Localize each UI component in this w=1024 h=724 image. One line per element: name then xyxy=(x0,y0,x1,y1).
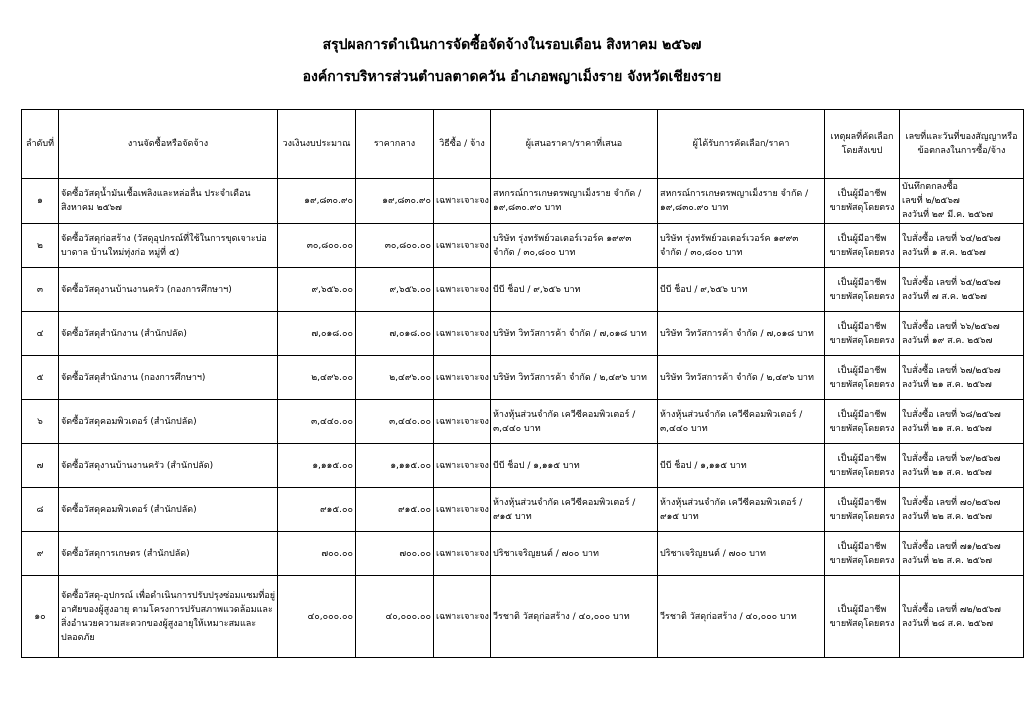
table-header-row xyxy=(22,110,1024,179)
cell-method: เฉพาะเจาะจง xyxy=(434,268,491,312)
table-row xyxy=(22,444,1024,488)
cell-contract xyxy=(900,224,1024,268)
cell-reason xyxy=(825,224,900,268)
contract-line: ลงวันที่ ๒๑ ส.ค. ๒๕๖๗ xyxy=(902,379,992,390)
cell-bidders: สหกรณ์การเกษตรพญาเม็งราย จำกัด / ๑๙,๘๓๐.๙๐ บาท xyxy=(491,179,658,224)
contract-line: ลงวันที่ ๒๙ มี.ค. ๒๕๖๗ xyxy=(902,210,994,220)
header-contract: เลขที่และวันที่ของสัญญาหรือข้อตกลงในการซื้อ/จ้าง xyxy=(900,110,1024,179)
cell-reason xyxy=(825,444,900,488)
cell-median-price: ๙๑๕.๐๐ xyxy=(356,488,434,532)
cell-method: เฉพาะเจาะจง xyxy=(434,356,491,400)
cell-method: เฉพาะเจาะจง xyxy=(434,312,491,356)
cell-item: จัดซื้อวัสดุสำนักงาน (สำนักปลัด) xyxy=(59,312,278,356)
cell-median-price: ๓๐,๘๐๐.๐๐ xyxy=(356,224,434,268)
contract-line: ลงวันที่ ๒๒ ส.ค. ๒๕๖๗ xyxy=(902,555,992,566)
cell-selected: บริษัท วิทวัสการค้า จำกัด / ๒,๔๙๖ บาท xyxy=(658,356,825,400)
contract-line: ใบสั่งซื้อ เลขที่ ๖๕/๒๕๖๗ xyxy=(902,277,1001,288)
cell-selected: สหกรณ์การเกษตรพญาเม็งราย จำกัด / ๑๙,๘๓๐.๙๐ บาท xyxy=(658,179,825,224)
header-reason: เหตุผลที่คัดเลือกโดยสังเขป xyxy=(825,110,900,179)
cell-selected: บีบี ช็อป / ๙,๖๕๖ บาท xyxy=(658,268,825,312)
cell-no: ๑ xyxy=(22,179,59,224)
cell-method: เฉพาะเจาะจง xyxy=(434,532,491,576)
table-row xyxy=(22,268,1024,312)
reason-line: ขายพัสดุโดยตรง xyxy=(829,511,895,522)
reason-line: เป็นผู้มีอาชีพ xyxy=(837,497,887,508)
cell-bidders: บีบี ช็อป / ๙,๖๕๖ บาท xyxy=(491,268,658,312)
cell-selected: วีรชาติ วัสดุก่อสร้าง / ๔๐,๐๐๐ บาท xyxy=(658,576,825,658)
table-row xyxy=(22,179,1024,224)
cell-median-price: ๙,๖๕๖.๐๐ xyxy=(356,268,434,312)
cell-contract xyxy=(900,576,1024,658)
cell-budget: ๙๑๕.๐๐ xyxy=(278,488,356,532)
cell-method: เฉพาะเจาะจง xyxy=(434,224,491,268)
table-row xyxy=(22,312,1024,356)
cell-contract xyxy=(900,400,1024,444)
contract-line: ลงวันที่ ๒๘ ส.ค. ๒๕๖๗ xyxy=(902,618,993,629)
header-median-price: ราคากลาง xyxy=(356,110,434,179)
cell-budget: ๔๐,๐๐๐.๐๐ xyxy=(278,576,356,658)
cell-bidders: บีบี ช็อป / ๑,๑๑๕ บาท xyxy=(491,444,658,488)
contract-line: เลขที่ ๒/๒๕๖๗ xyxy=(902,196,960,206)
contract-line: ลงวันที่ ๗ ส.ค. ๒๕๖๗ xyxy=(902,291,987,302)
reason-line: ขายพัสดุโดยตรง xyxy=(829,335,895,346)
cell-bidders: ห้างหุ้นส่วนจำกัด เควีซีคอมพิวเตอร์ / ๓,๔๔๐ บาท xyxy=(491,400,658,444)
cell-no: ๕ xyxy=(22,356,59,400)
table-row xyxy=(22,400,1024,444)
cell-no: ๘ xyxy=(22,488,59,532)
cell-method: เฉพาะเจาะจง xyxy=(434,576,491,658)
cell-no: ๔ xyxy=(22,312,59,356)
contract-line: ใบสั่งซื้อ เลขที่ ๖๖/๒๕๖๗ xyxy=(902,321,1000,332)
cell-selected: ห้างหุ้นส่วนจำกัด เควีซีคอมพิวเตอร์ / ๓,๔๔๐ บาท xyxy=(658,400,825,444)
reason-line: ขายพัสดุโดยตรง xyxy=(829,247,895,258)
cell-budget: ๒,๔๙๖.๐๐ xyxy=(278,356,356,400)
cell-contract xyxy=(900,268,1024,312)
table-row xyxy=(22,532,1024,576)
header-selected: ผู้ได้รับการคัดเลือก/ราคา xyxy=(658,110,825,179)
cell-reason xyxy=(825,268,900,312)
cell-contract xyxy=(900,444,1024,488)
reason-line: ขายพัสดุโดยตรง xyxy=(829,555,895,566)
cell-reason xyxy=(825,356,900,400)
cell-selected: บริษัท รุ่งทรัพย์วอเตอร์เวอร์ค ๑๙๙๓ จำกัด / ๓๐,๘๐๐ บาท xyxy=(658,224,825,268)
cell-budget: ๑๙,๘๓๐.๙๐ xyxy=(278,179,356,224)
cell-budget: ๗,๐๑๘.๐๐ xyxy=(278,312,356,356)
cell-no: ๗ xyxy=(22,444,59,488)
contract-line: ลงวันที่ ๑ ส.ค. ๒๕๖๗ xyxy=(902,247,986,258)
reason-line: เป็นผู้มีอาชีพ xyxy=(837,453,887,464)
reason-line: ขายพัสดุโดยตรง xyxy=(829,618,895,629)
header-method: วิธีซื้อ / จ้าง xyxy=(434,110,491,179)
cell-item: จัดซื้อวัสดุก่อสร้าง (วัสดุอุปกรณ์ที่ใช้ในการขุดเจาะบ่อบาดาล บ้านใหม่ทุ่งก่อ หมู่ที่ ๕) xyxy=(59,224,278,268)
table-row xyxy=(22,356,1024,400)
cell-bidders: ปริชาเจริญยนต์ / ๗๐๐ บาท xyxy=(491,532,658,576)
contract-line: บันทึกตกลงซื้อ xyxy=(902,182,958,192)
cell-item: จัดซื้อวัสดุสำนักงาน (กองการศึกษาฯ) xyxy=(59,356,278,400)
contract-line: ลงวันที่ ๒๒ ส.ค. ๒๕๖๗ xyxy=(902,511,992,522)
reason-line: เป็นผู้มีอาชีพ xyxy=(837,365,887,376)
reason-line: เป็นผู้มีอาชีพ xyxy=(837,189,887,199)
cell-median-price: ๑,๑๑๕.๐๐ xyxy=(356,444,434,488)
cell-contract xyxy=(900,312,1024,356)
reason-line: ขายพัสดุโดยตรง xyxy=(829,203,895,213)
contract-line: ใบสั่งซื้อ เลขที่ ๖๘/๒๕๖๗ xyxy=(902,409,1001,420)
cell-median-price: ๔๐,๐๐๐.๐๐ xyxy=(356,576,434,658)
cell-item: จัดซื้อวัสดุคอมพิวเตอร์ (สำนักปลัด) xyxy=(59,400,278,444)
cell-bidders: วีรชาติ วัสดุก่อสร้าง / ๔๐,๐๐๐ บาท xyxy=(491,576,658,658)
cell-item: จัดซื้อวัสดุคอมพิวเตอร์ (สำนักปลัด) xyxy=(59,488,278,532)
reason-line: ขายพัสดุโดยตรง xyxy=(829,291,895,302)
cell-median-price: ๗,๐๑๘.๐๐ xyxy=(356,312,434,356)
cell-selected: บีบี ช็อป / ๑,๑๑๕ บาท xyxy=(658,444,825,488)
cell-contract xyxy=(900,179,1024,224)
contract-line: ลงวันที่ ๑๙ ส.ค. ๒๕๖๗ xyxy=(902,335,993,346)
cell-no: ๖ xyxy=(22,400,59,444)
organization-title: องค์การบริหารส่วนตำบลตาดควัน อำเภอพญาเม็งราย จังหวัดเชียงราย xyxy=(302,69,722,85)
cell-no: ๓ xyxy=(22,268,59,312)
cell-selected: ปริชาเจริญยนต์ / ๗๐๐ บาท xyxy=(658,532,825,576)
cell-no: ๙ xyxy=(22,532,59,576)
cell-median-price: ๓,๔๔๐.๐๐ xyxy=(356,400,434,444)
report-title: สรุปผลการดำเนินการจัดซื้อจัดจ้างในรอบเดือน สิงหาคม ๒๕๖๗ xyxy=(322,37,702,53)
cell-contract xyxy=(900,532,1024,576)
reason-line: ขายพัสดุโดยตรง xyxy=(829,467,895,478)
cell-median-price: ๒,๔๙๖.๐๐ xyxy=(356,356,434,400)
cell-reason xyxy=(825,400,900,444)
cell-median-price: ๗๐๐.๐๐ xyxy=(356,532,434,576)
reason-line: เป็นผู้มีอาชีพ xyxy=(837,604,887,615)
cell-budget: ๙,๖๕๖.๐๐ xyxy=(278,268,356,312)
cell-item: จัดซื้อวัสดุงานบ้านงานครัว (กองการศึกษาฯ) xyxy=(59,268,278,312)
cell-selected: บริษัท วิทวัสการค้า จำกัด / ๗,๐๑๘ บาท xyxy=(658,312,825,356)
cell-reason xyxy=(825,179,900,224)
reason-line: เป็นผู้มีอาชีพ xyxy=(837,541,887,552)
cell-method: เฉพาะเจาะจง xyxy=(434,400,491,444)
cell-bidders: บริษัท วิทวัสการค้า จำกัด / ๗,๐๑๘ บาท xyxy=(491,312,658,356)
procurement-table xyxy=(21,109,1024,658)
cell-reason xyxy=(825,488,900,532)
header-budget: วงเงินงบประมาณ xyxy=(278,110,356,179)
cell-method: เฉพาะเจาะจง xyxy=(434,444,491,488)
contract-line: ใบสั่งซื้อ เลขที่ ๗๐/๒๕๖๗ xyxy=(902,497,1001,508)
cell-budget: ๓๐,๘๐๐.๐๐ xyxy=(278,224,356,268)
cell-contract xyxy=(900,488,1024,532)
cell-bidders: บริษัท วิทวัสการค้า จำกัด / ๒,๔๙๖ บาท xyxy=(491,356,658,400)
contract-line: ลงวันที่ ๒๑ ส.ค. ๒๕๖๗ xyxy=(902,467,992,478)
contract-line: ใบสั่งซื้อ เลขที่ ๗๑/๒๕๖๗ xyxy=(902,541,1001,552)
cell-median-price: ๑๙,๘๓๐.๙๐ xyxy=(356,179,434,224)
cell-budget: ๓,๔๔๐.๐๐ xyxy=(278,400,356,444)
table-row xyxy=(22,224,1024,268)
cell-reason xyxy=(825,532,900,576)
cell-method: เฉพาะเจาะจง xyxy=(434,488,491,532)
header-item: งานจัดซื้อหรือจัดจ้าง xyxy=(59,110,278,179)
table-row xyxy=(22,576,1024,658)
cell-budget: ๗๐๐.๐๐ xyxy=(278,532,356,576)
table-row xyxy=(22,488,1024,532)
contract-line: ใบสั่งซื้อ เลขที่ ๖๗/๒๕๖๗ xyxy=(902,365,1001,376)
cell-method: เฉพาะเจาะจง xyxy=(434,179,491,224)
contract-line: ลงวันที่ ๒๑ ส.ค. ๒๕๖๗ xyxy=(902,423,992,434)
cell-reason xyxy=(825,312,900,356)
cell-bidders: ห้างหุ้นส่วนจำกัด เควีซีคอมพิวเตอร์ / ๙๑๕ บาท xyxy=(491,488,658,532)
reason-line: เป็นผู้มีอาชีพ xyxy=(837,277,887,288)
reason-line: ขายพัสดุโดยตรง xyxy=(829,379,895,390)
reason-line: เป็นผู้มีอาชีพ xyxy=(837,409,887,420)
header-bidders: ผู้เสนอราคา/ราคาที่เสนอ xyxy=(491,110,658,179)
contract-line: ใบสั่งซื้อ เลขที่ ๗๒/๒๕๖๗ xyxy=(902,604,1001,615)
cell-item: จัดซื้อวัสดุการเกษตร (สำนักปลัด) xyxy=(59,532,278,576)
header-no: ลำดับที่ xyxy=(22,110,59,179)
cell-item: จัดซื้อวัสดุน้ำมันเชื้อเพลิงและหล่อลื่น ประจำเดือนสิงหาคม ๒๕๖๗ xyxy=(59,179,278,224)
cell-no: ๑๐ xyxy=(22,576,59,658)
reason-line: ขายพัสดุโดยตรง xyxy=(829,423,895,434)
cell-selected: ห้างหุ้นส่วนจำกัด เควีซีคอมพิวเตอร์ / ๙๑๕ บาท xyxy=(658,488,825,532)
cell-item: จัดซื้อวัสดุ-อุปกรณ์ เพื่อดำเนินการปรับปรุงซ่อมแซมที่อยู่อาศัยของผู้สูงอายุ ตามโครงการปรับสภาพแวดล้อมและสิ่งอำนวยความสะดวกของผู้สูงอายุให้เหมาะสมและปลอดภัย xyxy=(59,576,278,658)
cell-bidders: บริษัท รุ่งทรัพย์วอเตอร์เวอร์ค ๑๙๙๓ จำกัด / ๓๐,๘๐๐ บาท xyxy=(491,224,658,268)
reason-line: เป็นผู้มีอาชีพ xyxy=(837,233,887,244)
cell-contract xyxy=(900,356,1024,400)
cell-no: ๒ xyxy=(22,224,59,268)
cell-reason xyxy=(825,576,900,658)
reason-line: เป็นผู้มีอาชีพ xyxy=(837,321,887,332)
contract-line: ใบสั่งซื้อ เลขที่ ๖๔/๒๕๖๗ xyxy=(902,233,1001,244)
contract-line: ใบสั่งซื้อ เลขที่ ๖๙/๒๕๖๗ xyxy=(902,453,1001,464)
cell-item: จัดซื้อวัสดุงานบ้านงานครัว (สำนักปลัด) xyxy=(59,444,278,488)
cell-budget: ๑,๑๑๕.๐๐ xyxy=(278,444,356,488)
